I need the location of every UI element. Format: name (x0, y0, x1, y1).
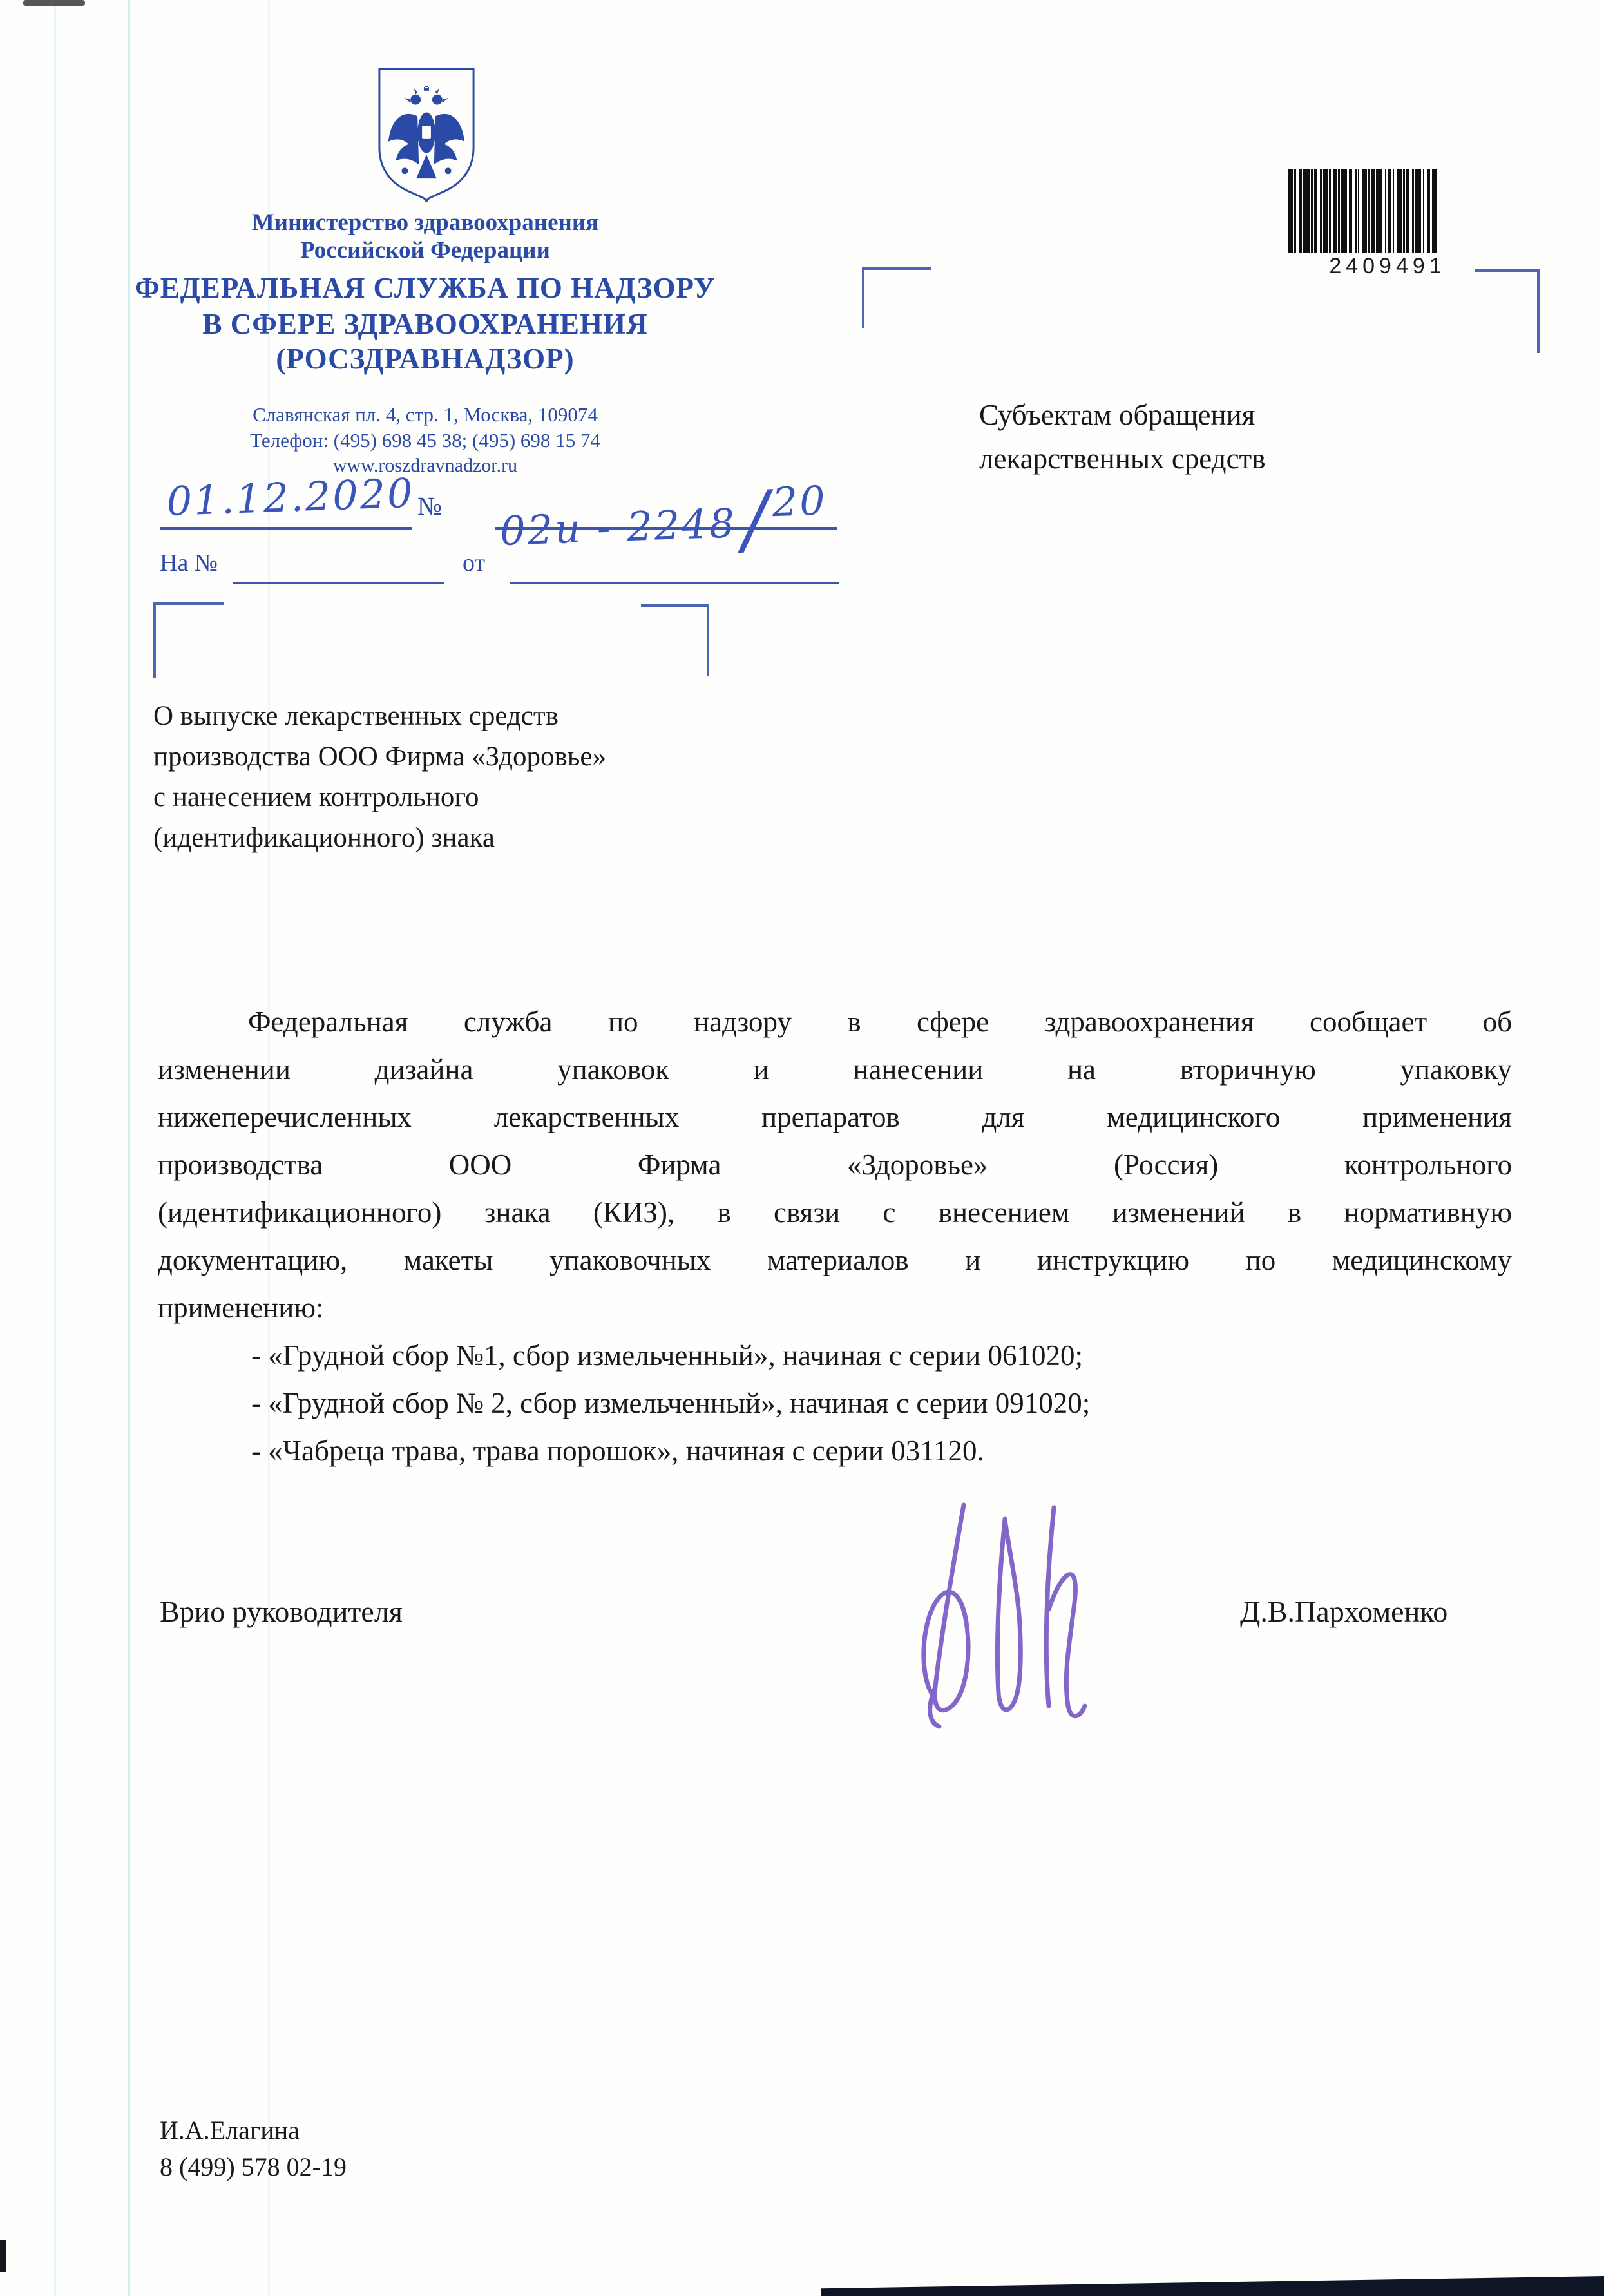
body-paragraph-line: применению: (158, 1292, 324, 1324)
reply-to-number-label: На № (160, 550, 218, 577)
letterhead-phone: Телефон: (495) 698 45 38; (495) 698 15 74 (250, 429, 600, 452)
body-paragraph-line: изменении дизайна упаковок и нанесении на вторичную упаковку (158, 1053, 1512, 1086)
subject-line: с нанесением контрольного (153, 782, 479, 812)
number-underline (495, 527, 837, 530)
lower-right-corner-bracket (641, 604, 709, 676)
ministry-name-line2: Российской Федерации (300, 237, 550, 263)
executor-name: И.А.Елагина (160, 2116, 300, 2145)
lower-left-corner-bracket (153, 602, 224, 678)
barcode-number: 2409491 (1329, 254, 1446, 278)
reply-number-underline (233, 582, 444, 584)
executor-phone: 8 (499) 578 02-19 (160, 2152, 347, 2181)
reply-from-label: от (463, 550, 486, 577)
body-paragraph-line: (идентификационного) знака (КИЗ), в связи с внесением изменений в нормативную (158, 1196, 1512, 1229)
scan-smudge (23, 0, 85, 6)
scan-page-edge-shadow (821, 2276, 1604, 2296)
subject-line: (идентификационного) знака (153, 823, 495, 853)
list-item: - «Грудной сбор №1, сбор измельченный», начиная с серии 061020; (251, 1339, 1083, 1372)
handwritten-signature (902, 1493, 1114, 1732)
number-sign-label: № (417, 492, 443, 521)
service-name-line2: В СФЕРЕ ЗДРАВООХРАНЕНИЯ (202, 308, 648, 340)
subject-line: производства ООО Фирма «Здоровье» (153, 741, 606, 772)
coat-of-arms-icon (376, 66, 477, 204)
address-zone-corner-bracket (862, 267, 931, 328)
date-underline (160, 527, 412, 530)
list-item: - «Грудной сбор № 2, сбор измельченный», начиная с серии 091020; (251, 1387, 1091, 1419)
double-headed-eagle (388, 86, 465, 178)
body-paragraph-line: нижеперечисленных лекарственных препаратов для медицинского применения (158, 1101, 1512, 1133)
signer-name: Д.В.Пархоменко (1240, 1595, 1448, 1628)
reply-date-underline (510, 582, 839, 584)
handwritten-number-main: 02и - 2248 (499, 499, 738, 555)
scan-artifact-line (54, 0, 56, 2296)
ministry-name-line1: Министерство здравоохранения (251, 209, 599, 236)
recipient-line1: Субъектам обращения (979, 399, 1256, 431)
letterhead-address: Славянская пл. 4, стр. 1, Москва, 109074 (253, 403, 598, 426)
barcode-zone-corner-bracket (1475, 269, 1540, 353)
recipient-block (979, 393, 1265, 481)
subject-line: О выпуске лекарственных средств (153, 701, 559, 731)
handwritten-number-year: 20 (771, 477, 828, 526)
handwritten-number-slash: / (741, 474, 772, 564)
list-item: - «Чабреца трава, трава порошок», начиная с серии 031120. (251, 1435, 984, 1467)
barcode-bars (1288, 169, 1487, 253)
service-name-line1: ФЕДЕРАЛЬНАЯ СЛУЖБА ПО НАДЗОРУ (135, 272, 716, 304)
handwritten-date: 01.12.2020 (166, 469, 415, 525)
body-paragraph-line: документацию, макеты упаковочных материалов и инструкцию по медицинскому (158, 1244, 1512, 1276)
scan-edge-mark (0, 2240, 6, 2272)
service-name-line3: (РОСЗДРАВНАДЗОР) (276, 343, 575, 375)
handwritten-number (498, 463, 828, 563)
letterhead-website: www.roszdravnadzor.ru (332, 455, 518, 476)
body-paragraph-line: производства ООО Фирма «Здоровье» (Россия) контрольного (158, 1149, 1512, 1181)
subject-block (153, 696, 606, 858)
signer-position-title: Врио руководителя (160, 1595, 403, 1628)
body-paragraph-line: Федеральная служба по надзору в сфере здравоохранения сообщает об (248, 1006, 1512, 1038)
recipient-line2: лекарственных средств (979, 443, 1266, 475)
